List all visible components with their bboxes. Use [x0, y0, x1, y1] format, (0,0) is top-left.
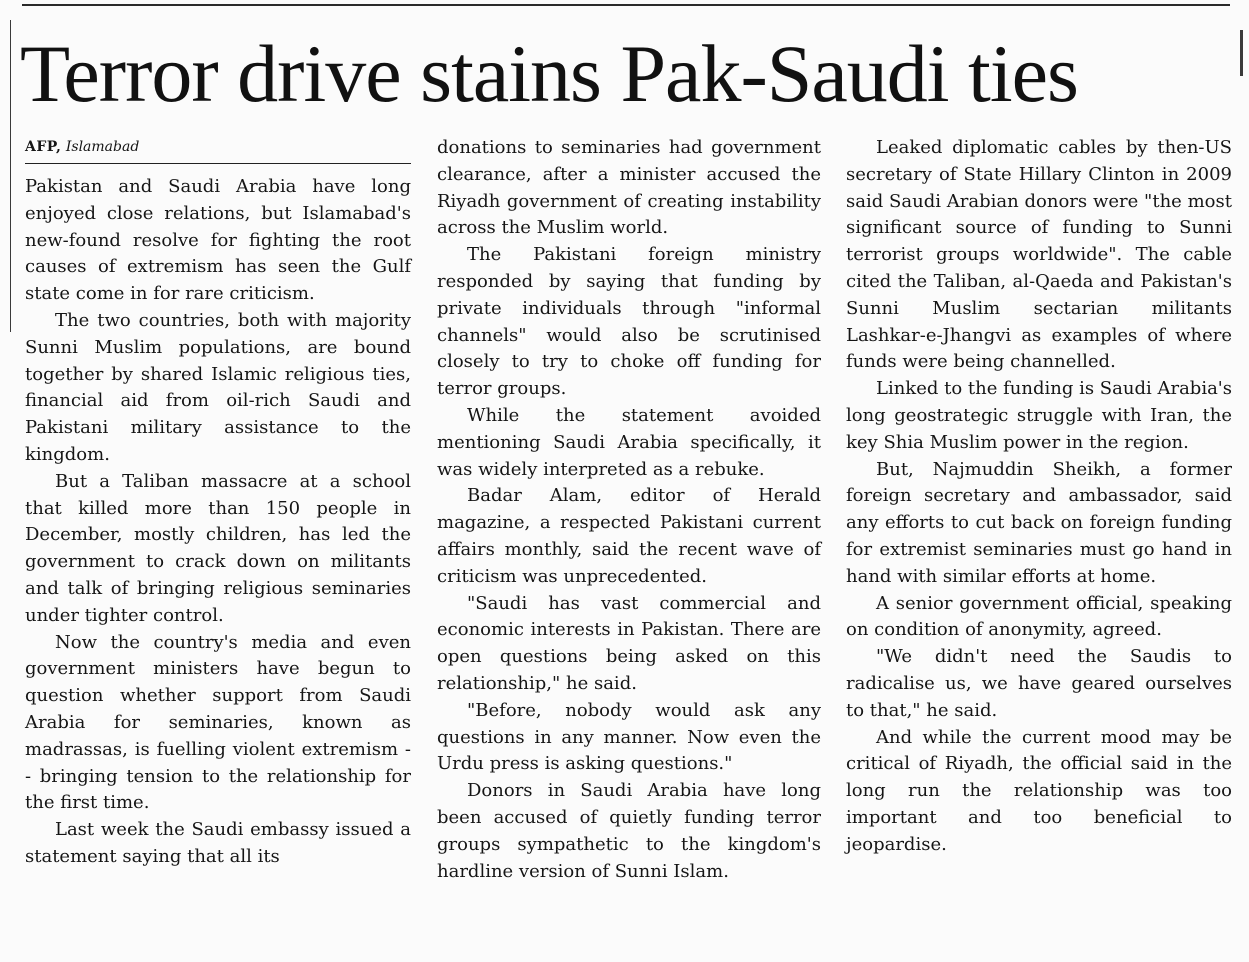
paragraph: Badar Alam, editor of Herald magazine, a respected Pakistani current affairs monthly, said the recent wave of criticism was unprecedented. — [437, 485, 821, 587]
article-column-2 — [437, 135, 821, 885]
left-edge-rule — [10, 20, 11, 332]
paragraph: Leaked diplomatic cables by then-US secretary of State Hillary Clinton in 2009 said Saudi Arabian donors were "the most significant source of funding to Sunni terrorist groups worldwide". The cable cited the Taliban, al-Qaeda and Pakistan's Sunni Muslim sectarian militants Lashkar-e-Jhangvi as examples of where funds were being channelled. — [846, 137, 1232, 373]
byline-location: Islamabad — [65, 139, 140, 155]
paragraph: Linked to the funding is Saudi Arabia's long geostrategic struggle with Iran, the key Shia Muslim power in the region. — [846, 378, 1232, 453]
paragraph: And while the current mood may be critical of Riyadh, the official said in the long run the relationship was too important and too beneficial to jeopardise. — [846, 726, 1232, 855]
paragraph: Pakistan and Saudi Arabia have long enjoyed close relations, but Islamabad's new-found resolve for fighting the root causes of extremism has seen the Gulf state come in for rare criticism. — [25, 176, 411, 305]
paragraph: donations to seminaries had government clearance, after a minister accused the Riyadh government of creating instability across the Muslim world. — [437, 137, 821, 239]
byline-rule — [25, 163, 411, 164]
article-column-1 — [25, 135, 411, 871]
paragraph: But a Taliban massacre at a school that killed more than 150 people in December, mostly children, has led the government to crack down on militants and talk of bringing religious seminaries under tighter control. — [25, 470, 411, 626]
byline-agency: AFP, — [25, 139, 62, 155]
paragraph: But, Najmuddin Sheikh, a former foreign secretary and ambassador, said any efforts to cut back on foreign funding for extremist seminaries must go hand in hand with similar efforts at home. — [846, 458, 1232, 587]
byline — [25, 137, 411, 157]
paragraph: "Saudi has vast commercial and economic interests in Pakistan. There are open questions being asked on this relationship," he said. — [437, 592, 821, 694]
article-column-3 — [846, 135, 1232, 859]
paragraph: While the statement avoided mentioning Saudi Arabia specifically, it was widely interpreted as a rebuke. — [437, 404, 821, 480]
paragraph: A senior government official, speaking on condition of anonymity, agreed. — [846, 592, 1232, 641]
paragraph: The Pakistani foreign ministry responded by saying that funding by private individuals through "informal channels" would also be scrutinised closely to try to choke off funding for terror groups. — [437, 244, 821, 400]
paragraph: Now the country's media and even government ministers have begun to question whether support from Saudi Arabia for seminaries, known as madrassas, is fuelling violent extremism -- bringing tension to the relationship for the first time. — [25, 631, 411, 814]
paragraph: Last week the Saudi embassy issued a statement saying that all its — [25, 819, 411, 867]
top-rule — [22, 4, 1230, 6]
paragraph: "We didn't need the Saudis to radicalise us, we have geared ourselves to that," he said. — [846, 646, 1232, 721]
paragraph: The two countries, both with majority Sunni Muslim populations, are bound together by shared Islamic religious ties, financial aid from oil-rich Saudi and Pakistani military assistance to the kingdom. — [25, 309, 411, 465]
headline: Terror drive stains Pak-Saudi ties — [20, 28, 1078, 119]
paragraph: Donors in Saudi Arabia have long been accused of quietly funding terror groups sympathetic to the kingdom's hardline version of Sunni Islam. — [437, 780, 821, 882]
paragraph: "Before, nobody would ask any questions in any manner. Now even the Urdu press is asking questions." — [437, 699, 821, 775]
right-edge-mark — [1240, 30, 1243, 76]
